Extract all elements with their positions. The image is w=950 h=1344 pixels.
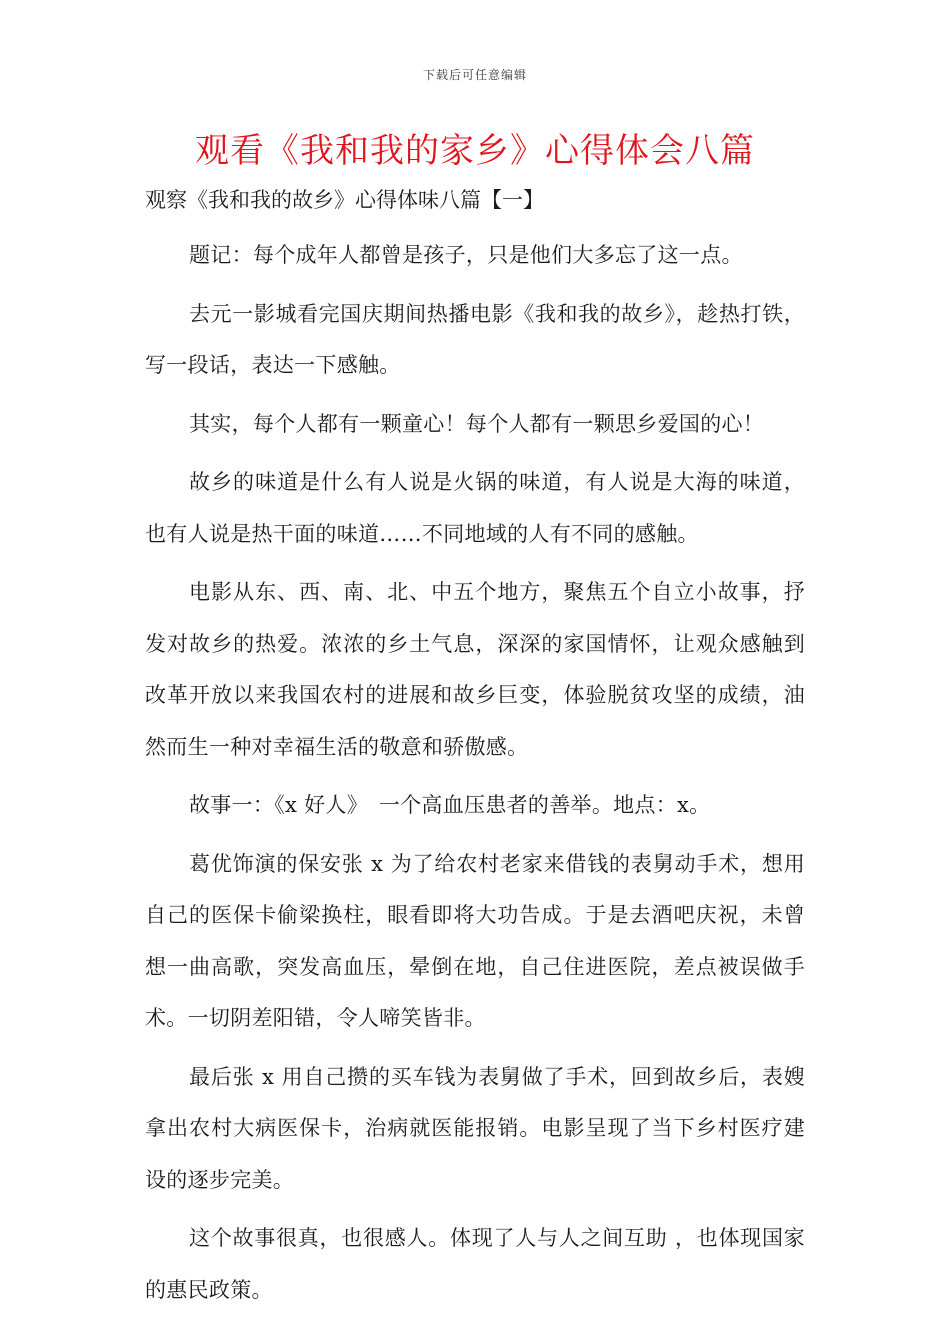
paragraph-heart: 其实，每个人都有一颗童心！每个人都有一颗思乡爱国的心！ (189, 411, 765, 436)
body-text (145, 230, 805, 1323)
paragraph-ending: 最后张 x 用自己攒的买车钱为表舅做了手术，回到故乡后，表嫂拿出农村大病医保卡，治病就医能报销。电影呈现了当下乡村医疗建设的逐步完美。 (145, 1064, 805, 1192)
paragraph-reflection: 这个故事很真，也很感人。体现了人与人之间互助 ，也体现国家的惠民政策。 (145, 1226, 805, 1302)
paragraph-story-one: 故事一：《x 好人》 一个高血压患者的善举。地点：x。 (189, 793, 711, 817)
paragraph-cinema: 去元一影城看完国庆期间热播电影《我和我的故乡》，趁热打铁，写一段话，表达一下感触。 (145, 301, 805, 377)
document-title: 观看《我和我的家乡》心得体会八篇 (195, 131, 755, 171)
paragraph-film-summary: 电影从东、西、南、北、中五个地方，聚焦五个自立小故事，抒发对故乡的热爱。浓浓的乡土气息，深深的家国情怀，让观众感触到改革开放以来我国农村的进展和故乡巨变，体验脱贫攻坚的成绩，油然而生一种对幸福生活的敬意和骄傲感。 (145, 580, 805, 759)
paragraph-taste: 故乡的味道是什么有人说是火锅的味道，有人说是大海的味道，也有人说是热干面的味道……不同地域的人有不同的感触。 (145, 470, 805, 546)
section-title: 观察《我和我的故乡》心得体味八篇【一】 (145, 188, 544, 212)
header-note: 下载后可任意编辑 (422, 68, 527, 82)
paragraph-ge-you: 葛优饰演的保安张 x 为了给农村老家来借钱的表舅动手术，想用自己的医保卡偷梁换柱，眼看即将大功告成。于是去酒吧庆祝，未曾想一曲高歌，突发高血压，晕倒在地，自己住进医院，差点被误做手术。一切阴差阳错，令人啼笑皆非。 (145, 851, 805, 1030)
paragraph-epigraph: 题记：每个成年人都曾是孩子，只是他们大多忘了这一点。 (189, 243, 743, 267)
